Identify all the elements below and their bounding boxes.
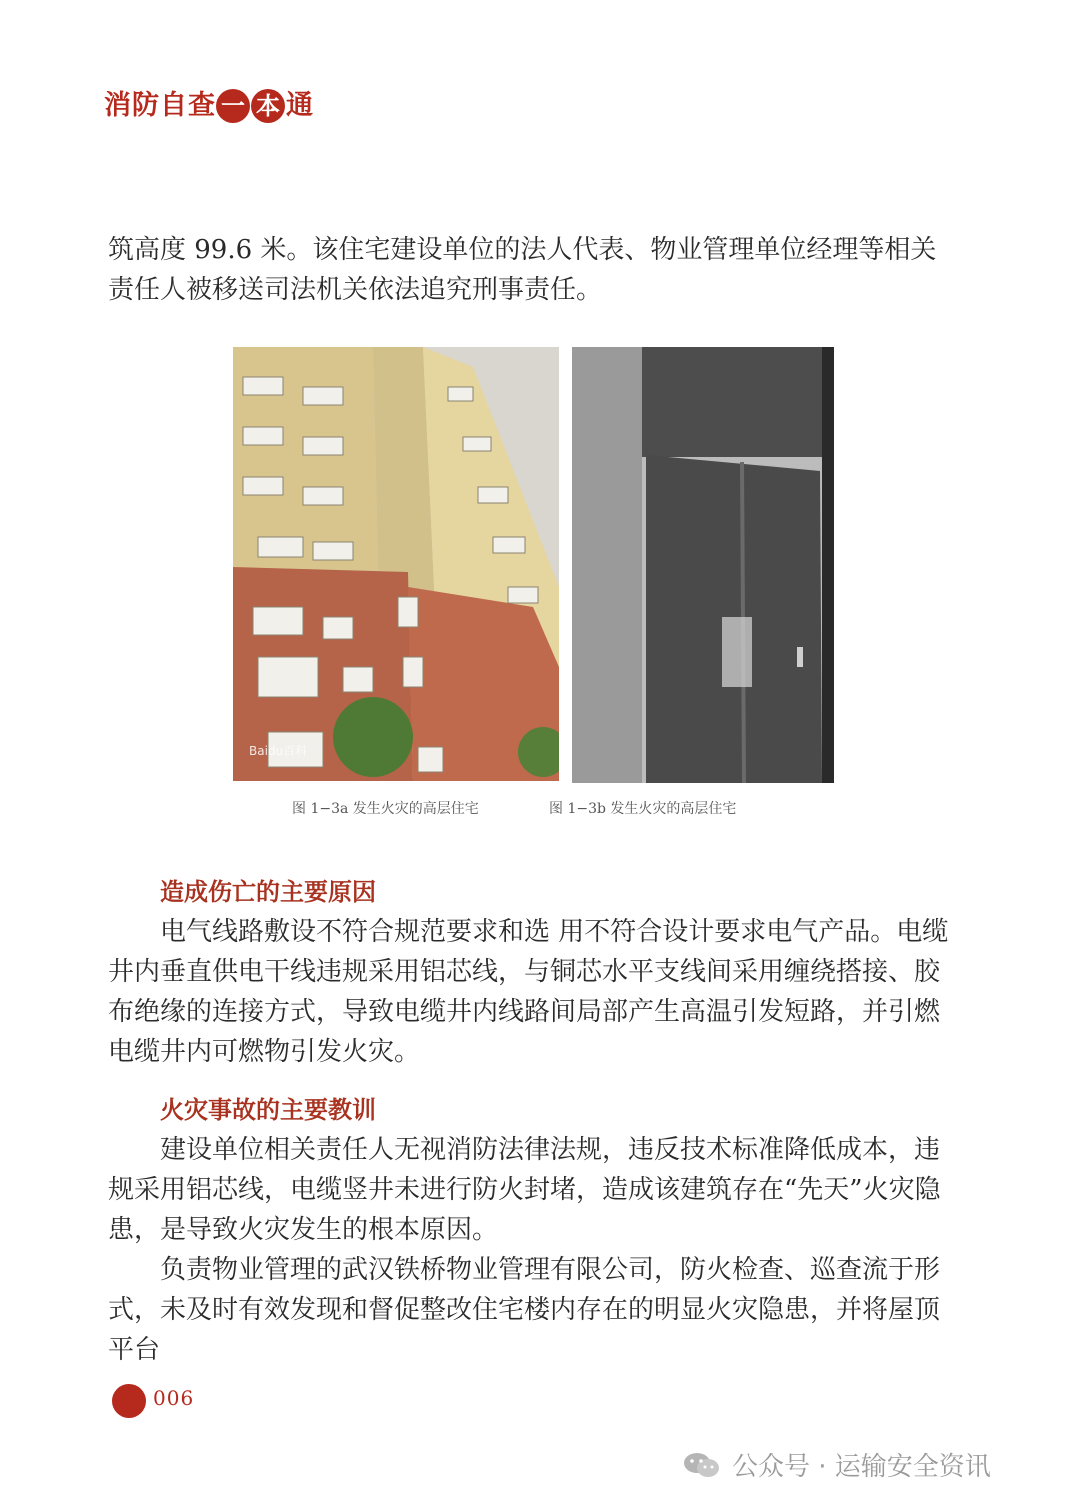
burned-door-photo [572,347,834,783]
section-body: 建设单位相关责任人无视消防法律法规，违反技术标准降低成本，违规采用铝芯线，电缆竖井未进行防火封堵，造成该建筑存在“先天”火灾隐患，是导致火灾发生的根本原因。 [108,1135,941,1245]
building-illustration [233,347,559,781]
wechat-icon [682,1450,722,1480]
section-body: 负责物业管理的武汉铁桥物业管理有限公司，防火检查、巡查流于形式，未及时有效发现和督促整改住宅楼内存在的明显火灾隐患，并将屋顶平台 [108,1255,941,1365]
header-char: 自 [160,90,187,121]
header-char: 防 [132,90,159,121]
header-char-circled: 一 [216,89,250,123]
building-photo [233,347,559,781]
figure-b-caption: 图 1−3b 发生火灾的高层住宅 [549,801,737,817]
header-char-circled: 本 [251,89,285,123]
door-illustration [572,347,834,783]
header-char: 查 [188,90,215,121]
figure-a-caption: 图 1−3a 发生火灾的高层住宅 [292,801,479,817]
watermark-text: 公众号 · 运输安全资讯 [732,1452,991,1482]
section-heading: 造成伤亡的主要原因 [160,878,376,906]
photo-watermark: Baidu百科 [249,744,308,758]
intro-paragraph: 筑高度 99.6 米。该住宅建设单位的法人代表、物业管理单位经理等相关责任人被移送司法机关依法追究刑事责任。 [108,235,937,305]
wechat-watermark [682,1446,991,1483]
book-title-header [104,86,314,126]
page-number: 006 [153,1386,195,1410]
header-char: 消 [104,90,131,121]
section-heading: 火灾事故的主要教训 [160,1096,376,1124]
section-body: 电气线路敷设不符合规范要求和选 用不符合设计要求电气产品。电缆井内垂直供电干线违规采用铝芯线，与铜芯水平支线间采用缠绕搭接、胶布绝缘的连接方式，导致电缆井内线路间局部产生高温引发短路，并引燃电缆井内可燃物引发火灾。 [108,917,949,1067]
header-char: 通 [286,90,313,121]
page-number-dot [112,1384,146,1418]
